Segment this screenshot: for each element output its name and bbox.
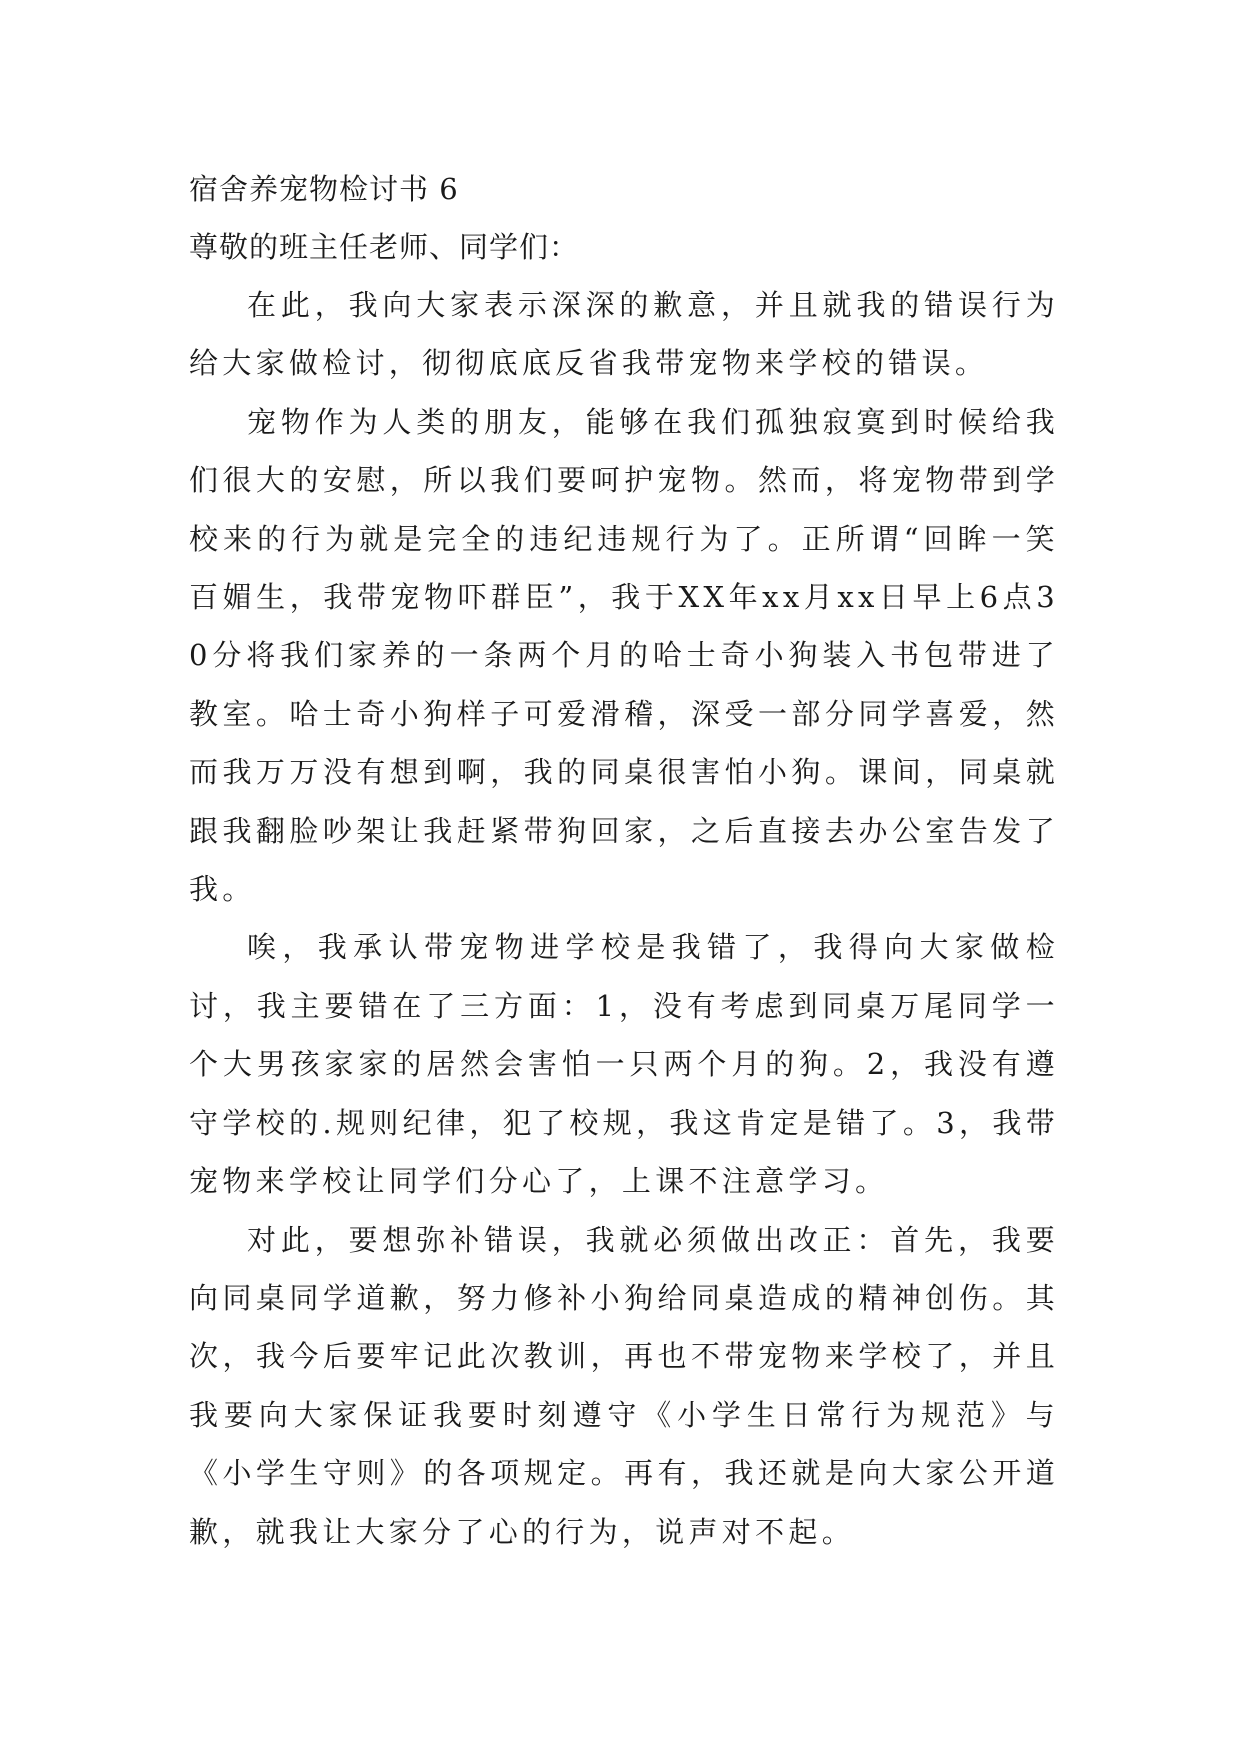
document-title: 宿舍养宠物检讨书 6 bbox=[189, 172, 459, 206]
paragraph-apology: 在此，我向大家表示深深的歉意，并且就我的错误行为给大家做检讨，彻彻底底反省我带宠物来学校的错误。 bbox=[189, 288, 1059, 381]
salutation: 尊敬的班主任老师、同学们： bbox=[189, 230, 580, 264]
paragraph-incident: 宠物作为人类的朋友，能够在我们孤独寂寞到时候给我们很大的安慰，所以我们要呵护宠物。然而，将宠物带到学校来的行为就是完全的违纪违规行为了。正所谓“回眸一笑百媚生，我带宠物吓群臣”，我于XX年xx月xx日早上6点30分将我们家养的一条两个月的哈士奇小狗装入书包带进了教室。哈士奇小狗样子可爱滑稽，深受一部分同学喜爱，然而我万万没有想到啊，我的同桌很害怕小狗。课间，同桌就跟我翻脸吵架让我赶紧带狗回家，之后直接去办公室告发了我。 bbox=[189, 404, 1059, 907]
paragraph-corrections: 对此，要想弥补错误，我就必须做出改正：首先，我要向同桌同学道歉，努力修补小狗给同桌造成的精神创伤。其次，我今后要牢记此次教训，再也不带宠物来学校了，并且我要向大家保证我要时刻遵守《小学生日常行为规范》与《小学生守则》的各项规定。再有，我还就是向大家公开道歉，就我让大家分了心的行为，说声对不起。 bbox=[189, 1222, 1059, 1549]
paragraph-mistakes: 唉，我承认带宠物进学校是我错了，我得向大家做检讨，我主要错在了三方面：1，没有考虑到同桌万尾同学一个大男孩家家的居然会害怕一只两个月的狗。2，我没有遵守学校的.规则纪律，犯了校规，我这肯定是错了。3，我带宠物来学校让同学们分心了，上课不注意学习。 bbox=[189, 930, 1059, 1199]
document-body bbox=[189, 160, 1059, 1561]
